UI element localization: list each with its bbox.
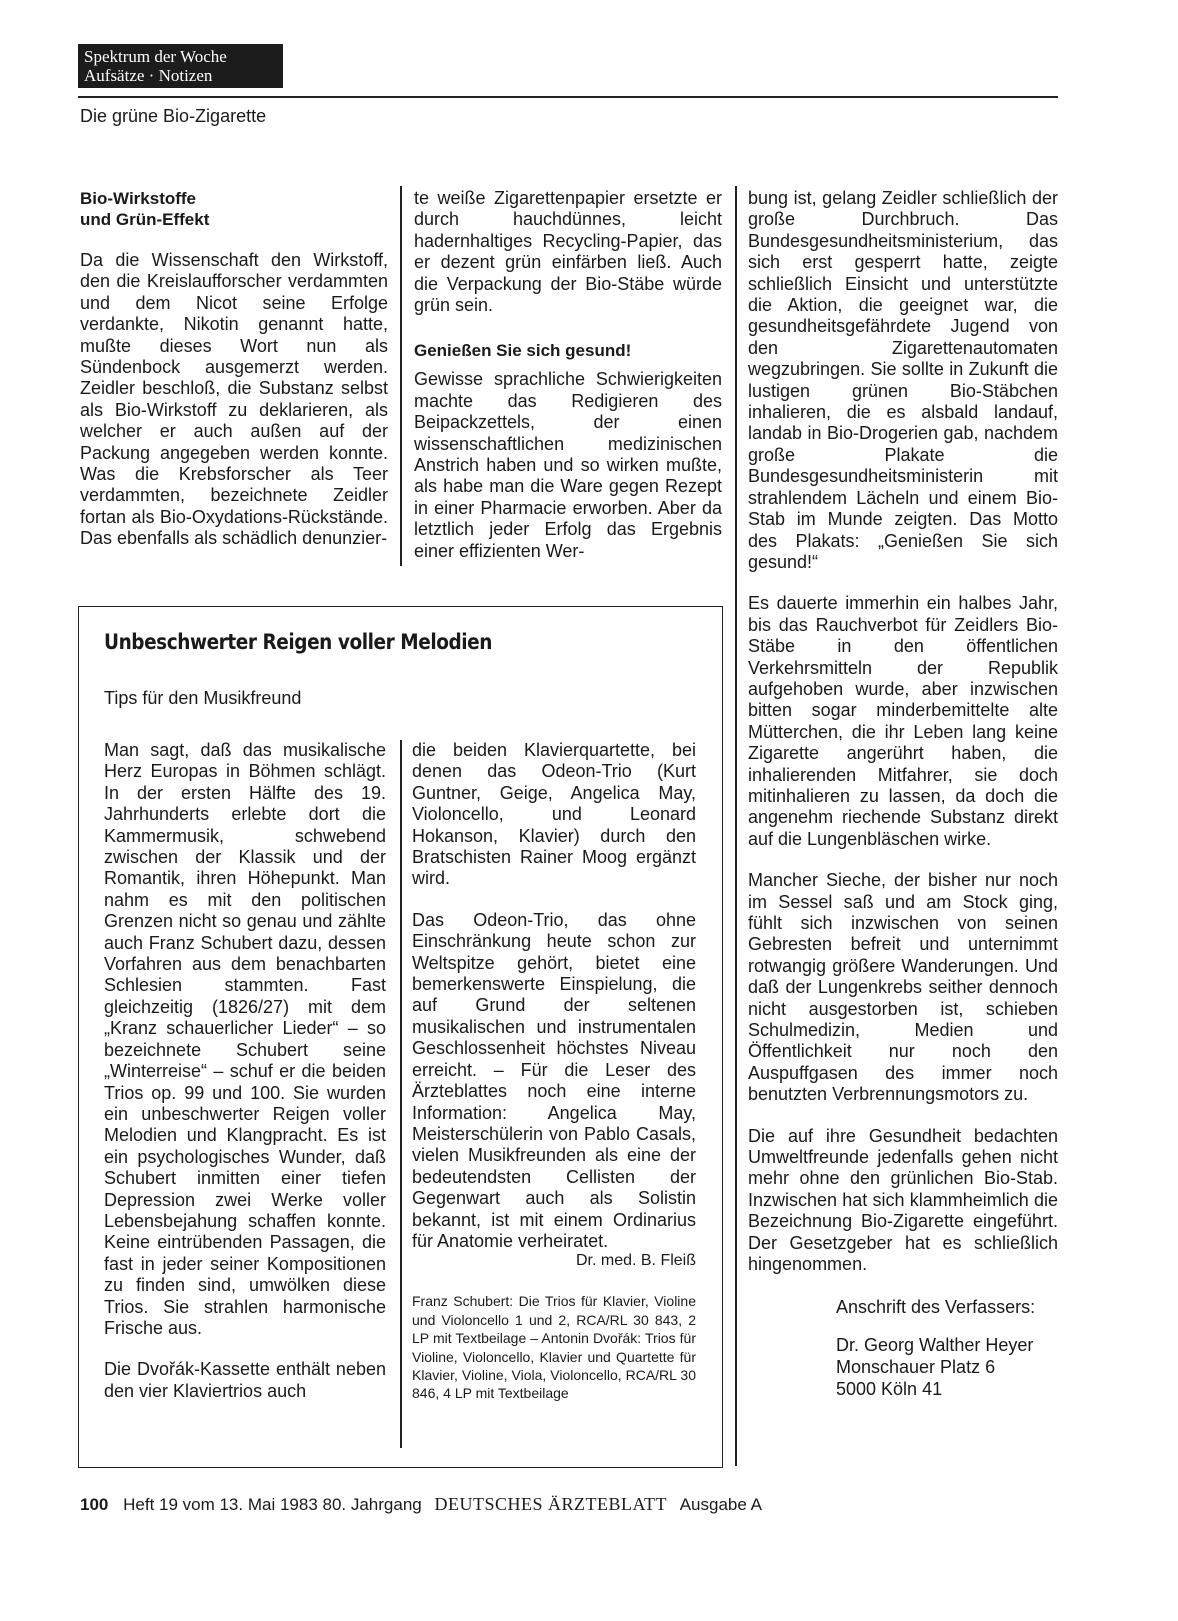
column-1-paragraph: Da die Wissenschaft den Wirkstoff, den die Kreislaufforscher verdammten und dem Nicot seine Erfolge verdankte, Nikotin genannt hatte, mußte dieses Wort nun als Sündenbock ausgemerzt werden. Zeidler beschloß, die Substanz selbst als Bio-Wirkstoff zu deklarieren, als welcher er auch außen auf der Packung angegeben werden konnte. Was die Krebsforscher als Teer verdammten, bezeichnete Zeidler fortan als Bio-Oxydations-Rückstände. Das ebenfalls als schädlich denunzier- (80, 250, 388, 549)
address-label: Anschrift des Verfassers: (836, 1296, 1036, 1317)
box-column-right (412, 740, 696, 1403)
column-1 (80, 188, 388, 550)
discography-note: Franz Schubert: Die Trios für Klavier, Violine und Violoncello 1 und 2, RCA/RL 30 843, 2 LP mit Textbeilage – Antonin Dvořák: Trios für Violine, Violoncello, Klavier und Quartette für Klavier, Violine, Viola, Violoncello, RCA/RL 30 846, 4 LP mit Textbeilage (412, 1293, 696, 1402)
address-name: Dr. Georg Walther Heyer (836, 1334, 1034, 1355)
box-title: Unbeschwerter Reigen voller Melodien (104, 630, 492, 654)
column-3-paragraph-1: bung ist, gelang Zeidler schließlich der große Durchbruch. Das Bundesgesundheitsministerium, das sich erst gesperrt hatte, zeigte schließlich Einsicht und unterstützte die Aktion, die geeignet war, die gesundheitsgefährdete Jugend von den Zigarettenautomaten wegzubringen. Sie sollte in Zukunft die lustigen grünen Bio-Stäbchen inhalieren, die es alsbald landauf, landab in Bio-Drogerien gab, nachdem große Plakate die Bundesgesundheitsministerin mit strahlendem Lächeln und einem Bio-Stab im Munde zeigten. Das Motto des Plakats: „Genießen Sie sich gesund!“ (748, 188, 1058, 572)
author-address (748, 1296, 1058, 1400)
column-3-paragraph-3: Mancher Sieche, der bisher nur noch im Sessel saß und am Stock ging, fühlt sich inzwischen von seinen Gebresten befreit und unternimmt rotwangig größere Wanderungen. Und daß der Lungenkrebs seither dennoch nicht ausgestorben ist, schieben Schulmedizin, Medien und Öffentlichkeit nur noch den Auspuffgasen des immer noch benutzten Verbrennungsmotors zu. (748, 870, 1058, 1105)
box-kicker: Tips für den Musikfreund (104, 688, 302, 708)
column-2-heading: Genießen Sie sich gesund! (414, 341, 632, 361)
column-3-paragraph-2: Es dauerte immerhin ein halbes Jahr, bis das Rauchverbot für Zeidlers Bio-Stäbe in den öffentlichen Verkehrsmitteln der Republik aufgehoben wurde, aber inzwischen bitten sogar minderbemittelte alte Mütterchen, die ihr Leben lang keine Zigarette angerührt haben, die inhalierenden Mitfahrer, sie doch mitinhalieren zu lassen, da doch die angenehm riechende Substanz direkt auf die Lungenbläschen wirke. (748, 593, 1058, 849)
box-right-paragraph-2: Das Odeon-Trio, das ohne Einschränkung heute schon zur Weltspitze gehört, bietet eine bemerkenswerte Einspielung, die auf Grund der seltenen musikalischen und instrumentalen Geschlossenheit höchstes Niveau erreicht. – Für die Leser des Ärzteblattes noch eine interne Information: Angelica May, Meisterschülerin von Pablo Casals, vielen Musikfreunden als eine der bedeutendsten Cellisten der Gegenwart auch als Solistin bekannt, ist mit einem Ordinarius für Anatomie verheiratet. (412, 909, 696, 1251)
column-3-paragraph-4: Die auf ihre Gesundheit bedachten Umweltfreunde jedenfalls gehen nicht mehr ohne den grünlichen Bio-Stab. Inzwischen hat sich klammheimlich die Bezeichnung Bio-Zigarette eingeführt. Der Gesetzgeber hat es schließlich hingenommen. (748, 1125, 1058, 1275)
edition: Ausgabe A (679, 1495, 762, 1514)
address-street: Monschauer Platz 6 (836, 1356, 996, 1377)
box-column-left (104, 740, 386, 1402)
column-2-paragraph-2: Gewisse sprachliche Schwierigkeiten machte das Redigieren des Beipackzettels, der einen wissenschaftlichen medizinischen Anstrich haben und so wirken mußte, als habe man die Ware gegen Rezept in einer Pharmacie erworben. Aber da letztlich jeder Erfolg das Ergebnis einer effizienten Wer- (414, 369, 722, 561)
column-rule-1 (400, 186, 402, 566)
column-2 (414, 188, 722, 562)
column-rule-2 (735, 186, 737, 1466)
box-signature-row (412, 1252, 696, 1270)
box-column-rule (400, 740, 402, 1448)
issue-info: Heft 19 vom 13. Mai 1983 80. Jahrgang (123, 1495, 422, 1514)
section-tag-line2: Aufsätze · Notizen (84, 66, 213, 85)
heading-line2: und Grün-Effekt (80, 210, 210, 229)
address-city: 5000 Köln 41 (836, 1378, 943, 1399)
box-left-paragraph-2: Die Dvořák-Kassette enthält neben den vier Klaviertrios auch (104, 1359, 386, 1401)
column-1-heading (80, 188, 388, 230)
article-kicker: Die grüne Bio-Zigarette (80, 106, 267, 126)
column-3 (748, 188, 1058, 1400)
box-left-paragraph-1: Man sagt, daß das musikalische Herz Europas in Böhmen schlägt. In der ersten Hälfte des 19. Jahrhunderts erlebte dort die Kammermusik, schwebend zwischen der Klassik und der Romantik, ihren Höhepunkt. Man nahm es mit den politischen Grenzen nicht so genau und zählte auch Franz Schubert dazu, dessen Vorfahren aus dem benachbarten Schlesien stammten. Fast gleichzeitig (1826/27) mit dem „Kranz schauerlicher Lieder“ – so bezeichnete Schubert seine „Winterreise“ – schuf er die beiden Trios op. 99 und 100. Sie wurden ein unbeschwerter Reigen voller Melodien und Klangpracht. Es ist ein psychologisches Wunder, daß Schubert inmitten einer tiefen Depression zwei Werke voller Lebensbejahung schaffen konnte. Keine eintrübenden Passagen, die fast in jeder seiner Kompositionen zu finden sind, umwölken diese Trios. Sie strahlen harmonische Frische aus. (104, 740, 386, 1338)
page-number: 100 (80, 1495, 109, 1514)
header-rule (78, 96, 1058, 98)
section-tag-line1: Spektrum der Woche (84, 47, 227, 66)
heading-line1: Bio-Wirkstoffe (80, 189, 197, 208)
box-right-paragraph-1: die beiden Klavierquartette, bei denen das Odeon-Trio (Kurt Guntner, Geige, Angelica May, Violoncello, und Leonard Hokanson, Klavier) durch den Bratschisten Rainer Moog ergänzt wird. (412, 740, 696, 889)
page-footer (80, 1494, 762, 1515)
box-author: Dr. med. B. Fleiß (575, 1252, 696, 1270)
masthead: DEUTSCHES ÄRZTEBLATT (434, 1494, 667, 1514)
section-tag (78, 44, 283, 88)
column-2-paragraph-1: te weiße Zigarettenpapier ersetzte er durch hauchdünnes, leicht hadernhaltiges Recycling-Papier, das er dezent grün einfärben ließ. Auch die Verpackung der Bio-Stäbe würde grün sein. (414, 188, 722, 316)
